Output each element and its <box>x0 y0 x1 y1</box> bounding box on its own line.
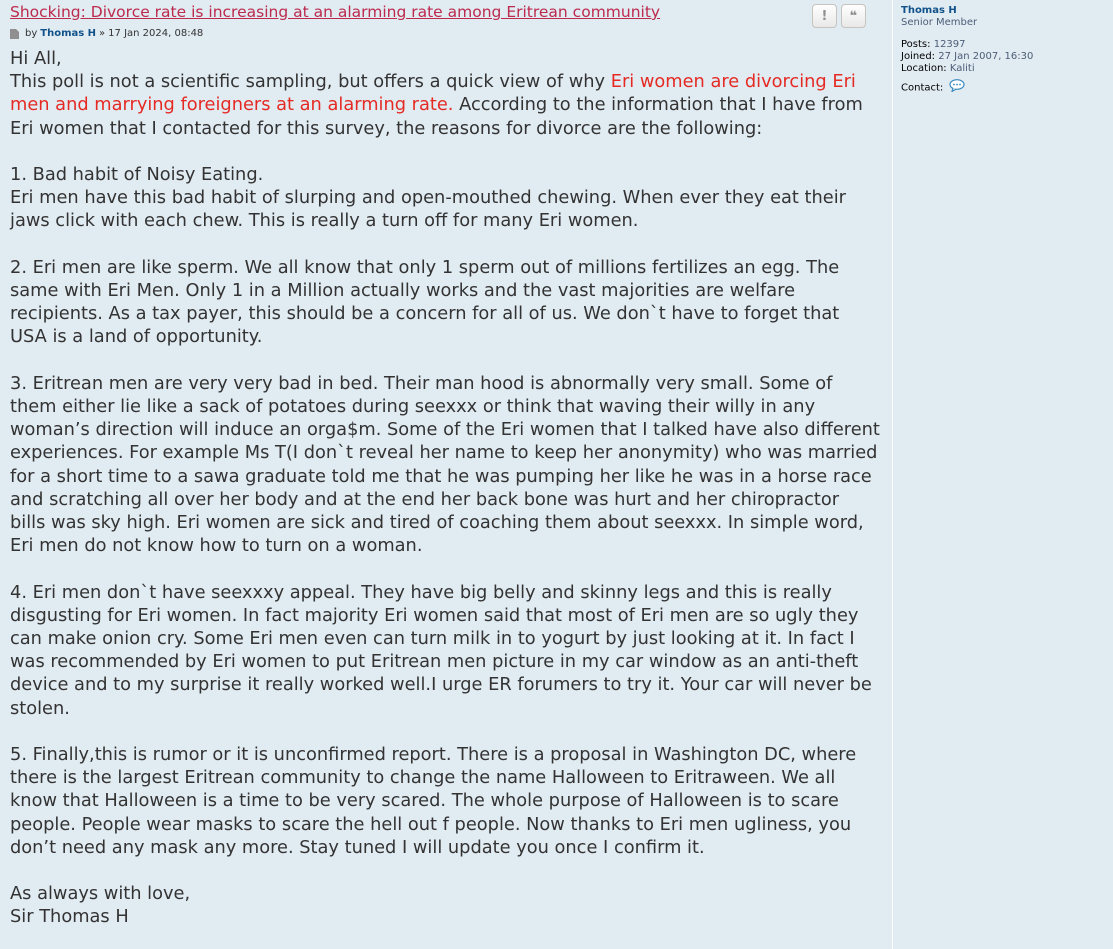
post-buttons <box>812 4 866 28</box>
quote-button[interactable] <box>841 4 866 28</box>
post-date: 17 Jan 2024, 08:48 <box>108 28 204 39</box>
profile-joined <box>901 51 1113 63</box>
speech-bubble-icon[interactable] <box>949 79 965 96</box>
exclamation-icon: ! <box>821 8 828 24</box>
profile-location <box>901 63 1113 75</box>
profile-posts <box>901 39 1113 51</box>
joined-date: 27 Jan 2007, 16:30 <box>938 51 1034 62</box>
profile-username[interactable]: Thomas H <box>901 5 957 16</box>
point-2: 2. Eri men are like sperm. We all know that only 1 sperm out of millions fertilizes an egg. The same with Eri Men. Only 1 in a Million actually works and the vast majorities are welfare recipients. As a tax payer, this should be a concern for all of us. We don`t have to forget that USA is a land of opportunity. <box>10 256 840 348</box>
closing: As always with love, <box>10 883 191 905</box>
point-5: 5. Finally,this is rumor or it is unconfirmed report. There is a proposal in Washington DC, where there is the largest Eritrean community to change the name Halloween to Eritraween. We all know that Halloween is a time to be very scared. The whole purpose of Halloween is to scare people. People wear masks to scare the hell out f people. Now thanks to Eri men ugliness, you don’t need any mask any more. Stay tuned I will update you once I confirm it. <box>10 744 857 858</box>
post-body <box>10 3 880 929</box>
post-icon[interactable] <box>10 29 19 39</box>
profile-rank: Senior Member <box>901 17 978 28</box>
point-1-body: Eri men have this bad habit of slurping and open-mouthed chewing. When ever they eat their jaws click with each chew. This is really a turn off for many Eri women. <box>10 187 846 232</box>
location-value: Kaliti <box>949 63 975 74</box>
point-3: 3. Eritrean men are very very bad in bed. Their man hood is abnormally very small. Some of them either lie like a sack of potatoes during seexxx or think that waving their willy in any woman’s direction will induce an orga$m. Some of the Eri women that I talked have also different experiences. For example Ms T(I don`t reveal her name to keep her anonymity) who was married for a short time to a sawa graduate told me that he was pumping her like he was in a horse race and scratching all over her body and at the end her back bone was hurt and her chiropractor bills was sky high. Eri women are sick and tired of coaching them about seexxx. In simple word, Eri men do not know how to turn on a woman. <box>10 372 880 557</box>
joined-label: Joined: <box>901 51 936 62</box>
separator: » <box>99 28 106 39</box>
author-profile <box>892 0 1113 949</box>
quote-icon: ❝ <box>849 8 858 24</box>
contact-label: Contact: <box>901 82 944 94</box>
post-author-line <box>10 28 880 39</box>
author-link[interactable]: Thomas H <box>40 28 97 39</box>
intro-text-b: According to the information that I have from Eri women that I contacted for this survey, the reasons for divorce are the following: <box>10 94 863 139</box>
greeting: Hi All, <box>10 48 62 69</box>
post-title-link[interactable]: Shocking: Divorce rate is increasing at an alarming rate among Eritrean community <box>10 3 661 21</box>
profile-contact <box>901 79 1113 96</box>
signoff: Sir Thomas H <box>10 906 129 928</box>
point-4: 4. Eri men don`t have seexxxy appeal. They have big belly and skinny legs and this is really disgusting for Eri women. In fact majority Eri women said that most of Eri men are so ugly they can make onion cry. Some Eri men even can turn milk in to yogurt by just looking at it. In fact I was recommended by Eri women to put Eritrean men picture in my car window as an anti-theft device and to my surprise it really worked well.I urge ER forumers to try it. Your car will never be stolen. <box>10 581 872 719</box>
location-label: Location: <box>901 63 947 74</box>
point-1-title: 1. Bad habit of Noisy Eating. <box>10 164 264 185</box>
posts-count[interactable]: 12397 <box>933 39 966 50</box>
posts-label: Posts: <box>901 39 931 50</box>
by-label: by <box>25 28 38 39</box>
report-button[interactable] <box>812 4 837 28</box>
post-content <box>10 47 880 929</box>
intro-text-a: This poll is not a scientific sampling, but offers a quick view of why <box>10 71 611 93</box>
intro-paragraph <box>10 70 880 140</box>
intro-highlight: Eri women are divorcing Eri men and marrying foreigners at an alarming rate. <box>10 71 856 116</box>
